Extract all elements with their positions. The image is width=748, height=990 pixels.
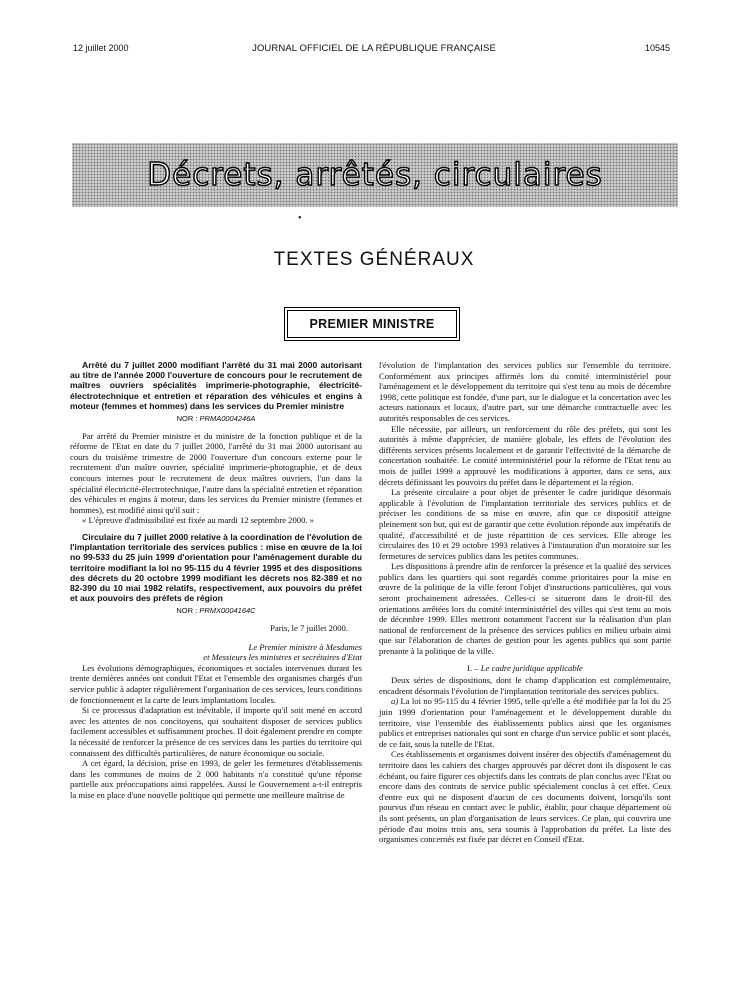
circulaire-paragraph: l'évolution de l'implantation des services publics sur l'ensemble du territoire. Conformément aux principes affirmés lors du comité interministériel pour l'aménagement et le développement du territoire qui s'est tenu au mois de décembre 1998, cette politique est fondée, d'une part, sur le dialogue et la concertation avec les acteurs nationaux et locaux, d'autre part, sur une démarche contractuelle avec les autorités responsables de ces services. <box>379 360 671 423</box>
section-heading-number: I. – <box>467 662 479 673</box>
ministry-label: PREMIER MINISTRE <box>309 317 435 331</box>
section-title: TEXTES GÉNÉRAUX <box>273 249 475 270</box>
item-text: La loi no 95-115 du 4 février 1995, telle qu'elle a été modifiée par la loi du 25 juin 1999 d'orientation pour l'aménagement et le développement durable du territoire, vise l'ensemble des établissements publics ainsi que les organismes publics et entreprises nationales qui sont en charge d'un service public et sont placés, de ce fait, sous la tutelle de l'Etat. <box>379 696 671 749</box>
arrete-nor <box>70 414 362 425</box>
circulaire-dateline: Paris, le 7 juillet 2000. <box>270 622 348 633</box>
circulaire-nor-code: PRMX0004164C <box>199 606 256 616</box>
circulaire-nor-label: NOR : <box>176 606 198 616</box>
circulaire-addressee: Le Premier ministre à Mesdames <box>248 641 362 652</box>
arrete-nor-code: PRMA0004246A <box>199 414 256 424</box>
circulaire-nor <box>70 606 362 617</box>
circulaire-paragraph: A cet égard, la décision, prise en 1993, de geler les fermetures d'établissements dans les communes de moins de 2 000 habitants n'a constitué qu'une réponse partielle aux préoccupations ainsi rappelées. Aussi le Gouvernement a-t-il entrepris la mise en place d'une nouvelle politique qui permette une meilleure maîtrise de <box>70 758 362 800</box>
page-number: 10545 <box>644 43 670 53</box>
journal-title: JOURNAL OFFICIEL DE LA RÉPUBLIQUE FRANÇAISE <box>252 43 496 54</box>
banner <box>72 143 678 207</box>
arrete-paragraph: Par arrêté du Premier ministre et du ministre de la fonction publique et de la réforme de l'Etat en date du 7 juillet 2000, l'arrêté du 31 mai 2000 autorisant au cours du troisième trimestre de 2000 l'ouverture d'un concours externe pour le recrutement d'un maître ouvrier, spécialité imprimerie-photographie, et de deux concours internes pour le recrutement de deux maîtres ouvriers, l'un dans la spécialité électricité-électrotechnique, l'autre dans la spécialité entretien et réparation des véhicules et engins à moteur, dans les services du Premier ministre (femmes et hommes), est modifié ainsi qu'il suit : <box>70 430 362 515</box>
left-column <box>70 360 362 800</box>
bullet-mark: • <box>298 213 302 224</box>
item-label: a) <box>391 696 399 707</box>
arrete-nor-label: NOR : <box>176 414 198 424</box>
section-heading-title: Le cadre juridique applicable <box>480 662 583 673</box>
circulaire-title: Circulaire du 7 juillet 2000 relative à la coordination de l'évolution de l'implantation territoriale des services publics : mise en œuvre de la loi no 99-533 du 25 juin 1999 d'orientation pour l'aménagement durable du territoire modifiant la loi no 95-115 du 4 février 1995 et des dispositions des décrets du 20 octobre 1999 modifiant les décrets nos 82-389 et no 82-390 du 10 mai 1982 relatifs, respectivement, aux pouvoirs du préfet et aux pouvoirs des préfets de région <box>70 531 362 604</box>
circulaire-addressee-line-2: et Messieurs les ministres et secrétaires d'Etat <box>203 652 362 663</box>
circulaire-paragraph: Ces établissements et organismes doivent insérer des objectifs d'aménagement du territoire dans les cahiers des charges approuvés par décret dont ils disposent le cas échéant, ou faire figurer ces objectifs dans les contrats de plan conclus avec l'Etat ou encore dans des contrats de service public spécialement conclus à cet effet. Ceux d'entre eux qui ne disposent d'aucun de ces documents doivent, lorsqu'ils sont pourvus d'un réseau en contact avec le public, établir, pour chaque département où ils sont présents, un plan d'organisation de leurs services. Ce plan, qui couvrira une période d'au moins trois ans, sera soumis à l'approbation du préfet. La liste des organismes concernés est fixée par décret en Conseil d'Etat. <box>379 749 671 845</box>
right-column <box>379 360 671 845</box>
circulaire-paragraph: Les dispositions à prendre afin de renforcer la présence et la qualité des services publics dans les quartiers qui sont regardés comme prioritaires pour la mise en œuvre de la politique de la ville feront l'objet d'instructions particulières, qui vous seront prochainement adressées. Celles-ci se situeront dans le droit-fil des orientations arrêtées lors du comité interministériel des villes qui s'est tenu au mois de décembre 1999. Elles mettront notamment l'accent sur la réalisation d'un plan national de renforcement de la présence des services publics en milieu urbain ainsi que sur l'élaboration de chartes de gestion pour les agents publics qui sont partie prenante à la politique de la ville. <box>379 561 671 657</box>
circulaire-paragraph <box>379 696 671 749</box>
section-heading <box>379 663 671 674</box>
header-date: 12 juillet 2000 <box>73 43 129 53</box>
arrete-title: Arrêté du 7 juillet 2000 modifiant l'arrêté du 31 mai 2000 autorisant au titre de l'année 2000 l'ouverture de concours pour le recrutement de maîtres ouvriers spécialités imprimerie-photographie, électricité-électrotechnique et entretien et réparation des véhicules et engins à moteur (femmes et hommes) dans les services du Premier ministre <box>70 360 362 411</box>
circulaire-paragraph: Les évolutions démographiques, économiques et sociales intervenues durant les trente dernières années ont conduit l'Etat et l'ensemble des organismes chargés d'un service public à adapter régulièrement l'organisation de ces services, leurs conditions de fonctionnement et la carte de leurs implantations locales. <box>70 662 362 705</box>
circulaire-paragraph: Si ce processus d'adaptation est inévitable, il importe qu'il soit mené en accord avec les attentes de nos concitoyens, qui souhaitent disposer de services publics facilement accessibles et suffisamment proches. Il doit également prendre en compte la nécessité de renforcer la présence de ces services dans les parties du territoire qui connaissent des difficultés particulières, de nature économique ou sociale. <box>70 705 362 758</box>
circulaire-paragraph: Deux séries de dispositions, dont le champ d'application est complémentaire, encadrent désormais l'évolution de l'implantation territoriale des services publics. <box>379 675 671 696</box>
banner-title: Décrets, arrêtés, circulaires <box>147 157 603 193</box>
circulaire-paragraph: La présente circulaire a pour objet de présenter le cadre juridique désormais applicable à l'évolution de l'implantation territoriale des services publics et de préciser les conditions de sa mise en œuvre, afin que ce dispositif atteigne pleinement son but, qui est de garantir que cette évolution réponde aux impératifs de qualité, d'accessibilité et de juste répartition de ces services. Elle abroge les circulaires des 10 et 29 octobre 1993 relatives à l'instauration d'un moratoire sur les fermetures de services publics dans les petites communes. <box>379 487 671 561</box>
ministry-heading <box>287 310 457 338</box>
circulaire-paragraph: Elle nécessite, par ailleurs, un renforcement du rôle des préfets, qui sont les autorités à même d'apprécier, de manière globale, les effets de l'évolution des différents services présents localement et de garantir l'effectivité de la démarche de concertation souhaitée. Le comité interministériel pour la réforme de l'Etat tenu au mois de juillet 1999 a approuvé les modifications à apporter, dans ce sens, aux décrets définissant les pouvoirs du préfet dans le département et la région. <box>379 423 671 487</box>
arrete-quote: « L'épreuve d'admissibilité est fixée au mardi 12 septembre 2000. » <box>82 515 314 526</box>
